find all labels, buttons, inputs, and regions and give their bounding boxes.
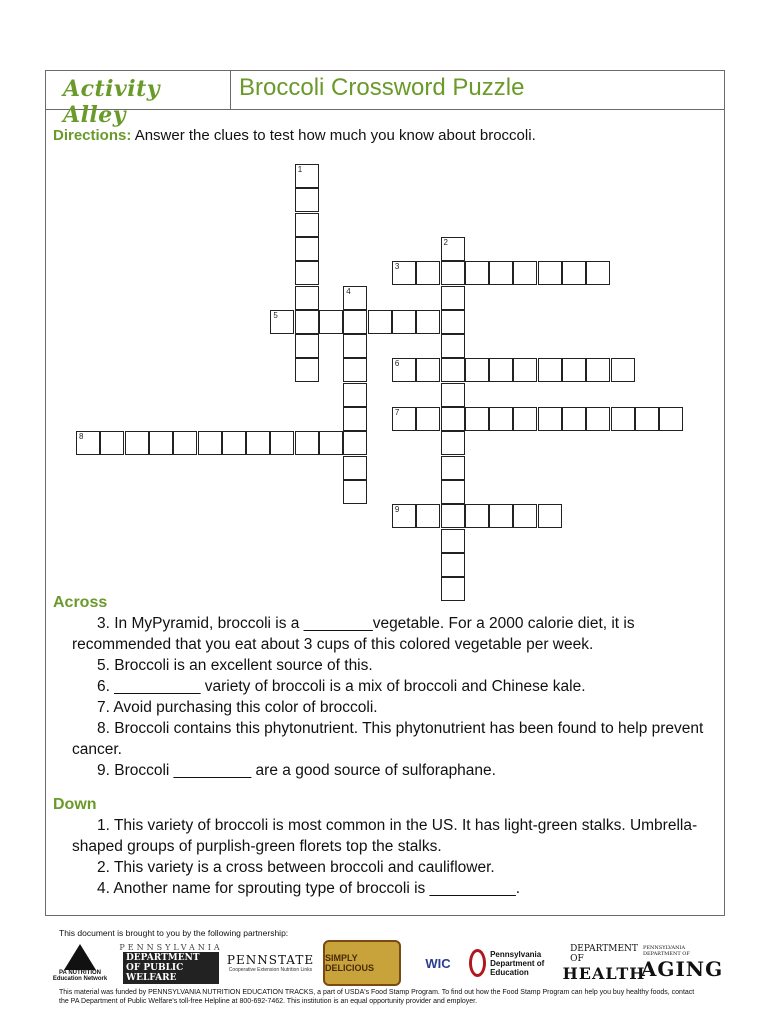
pennstate-logo-line1: PENNSTATE <box>226 953 315 967</box>
simply-delicious-logo <box>321 940 403 986</box>
crossword-cell[interactable] <box>295 188 319 212</box>
crossword-cell[interactable] <box>441 456 465 480</box>
crossword-cell[interactable] <box>392 504 416 528</box>
crossword-cell[interactable] <box>295 431 319 455</box>
crossword-cell[interactable] <box>416 407 440 431</box>
circle-icon <box>469 949 486 977</box>
crossword-cell[interactable] <box>149 431 173 455</box>
brand-logo: Activity Alley <box>63 76 161 128</box>
clue-number: 6 <box>394 359 400 369</box>
crossword-cell[interactable] <box>441 358 465 382</box>
crossword-cell[interactable] <box>343 407 367 431</box>
pa-education-logo <box>469 940 565 986</box>
crossword-cell[interactable] <box>611 407 635 431</box>
worksheet-frame <box>45 70 725 916</box>
crossword-cell[interactable] <box>538 407 562 431</box>
crossword-cell[interactable] <box>295 286 319 310</box>
crossword-cell[interactable] <box>76 431 100 455</box>
pennstate-logo <box>223 940 318 986</box>
crossword-cell[interactable] <box>343 334 367 358</box>
crossword-cell[interactable] <box>295 213 319 237</box>
crossword-cell[interactable] <box>586 261 610 285</box>
crossword-cell[interactable] <box>392 358 416 382</box>
wic-logo: WIC <box>425 955 451 971</box>
crossword-cell[interactable] <box>513 407 537 431</box>
crossword-cell[interactable] <box>441 431 465 455</box>
crossword-cell[interactable] <box>441 407 465 431</box>
dpw-logo <box>119 940 223 986</box>
header-brand-cell <box>45 70 231 128</box>
health-logo-line1: DEPARTMENT OF <box>570 943 638 964</box>
crossword-cell[interactable] <box>270 310 294 334</box>
crossword-cell[interactable] <box>343 286 367 310</box>
clue-across-6: 6. __________ variety of broccoli is a mix of broccoli and Chinese kale. <box>97 678 586 695</box>
clue-across-7: 7. Avoid purchasing this color of broccoli. <box>97 699 378 716</box>
crossword-cell[interactable] <box>416 261 440 285</box>
clue-number: 8 <box>79 432 84 442</box>
crossword-cell[interactable] <box>441 577 465 601</box>
crossword-cell[interactable] <box>343 358 367 382</box>
crossword-cell[interactable] <box>586 407 610 431</box>
crossword-cell[interactable] <box>465 261 489 285</box>
header-title-cell <box>231 70 725 110</box>
crossword-cell[interactable] <box>295 334 319 358</box>
crossword-cell[interactable] <box>270 431 294 455</box>
aging-logo-line1: PENNSYLVANIA DEPARTMENT OF <box>643 945 690 957</box>
crossword-cell[interactable] <box>513 358 537 382</box>
crossword-cell[interactable] <box>343 310 367 334</box>
pa-nutrition-logo <box>50 940 110 986</box>
crossword-cell[interactable] <box>343 480 367 504</box>
aging-logo <box>640 940 724 986</box>
crossword-cell[interactable] <box>562 358 586 382</box>
crossword-cell[interactable] <box>441 334 465 358</box>
crossword-cell[interactable] <box>100 431 124 455</box>
across-clues <box>72 613 732 781</box>
clue-across-9: 9. Broccoli _________ are a good source of sulforaphane. <box>97 762 496 779</box>
crossword-cell[interactable] <box>295 237 319 261</box>
clue-down-2: 2. This variety is a cross between broccoli and cauliflower. <box>97 859 495 876</box>
crossword-cell[interactable] <box>489 407 513 431</box>
crossword-cell[interactable] <box>441 286 465 310</box>
crossword-cell[interactable] <box>441 237 465 261</box>
clue-number: 1 <box>297 165 303 174</box>
crossword-cell[interactable] <box>125 431 149 455</box>
directions-label: Directions: <box>53 127 132 144</box>
crossword-cell[interactable] <box>343 431 367 455</box>
crossword-cell[interactable] <box>441 261 465 285</box>
directions <box>53 127 536 144</box>
crossword-cell[interactable] <box>173 431 197 455</box>
crossword-cell[interactable] <box>295 164 319 188</box>
pa-education-text: Pennsylvania Department of Education <box>490 949 545 977</box>
clue-number: 2 <box>443 237 448 247</box>
clue-down-1: 1. This variety of broccoli is most common in the US. It has light-green stalks. Umbrella-shaped groups of purplish-green florets top the stalks. <box>72 817 698 855</box>
crossword-cell[interactable] <box>416 310 440 334</box>
crossword-cell[interactable] <box>295 261 319 285</box>
crossword-cell[interactable] <box>246 431 270 455</box>
crossword-cell[interactable] <box>465 504 489 528</box>
directions-text: Answer the clues to test how much you know about broccoli. <box>131 127 536 144</box>
crossword-cell[interactable] <box>538 504 562 528</box>
clue-number: 7 <box>394 408 400 417</box>
clue-across-3: 3. In MyPyramid, broccoli is a ________vegetable. For a 2000 calorie diet, it is recommended that you eat about 3 cups of this colored vegetable per week. <box>72 615 635 653</box>
crossword-cell[interactable] <box>441 553 465 577</box>
crossword-cell[interactable] <box>441 529 465 553</box>
funding-note: This material was funded by PENNSYLVANIA NUTRITION EDUCATION TRACKS, a part of USDA's Food Stamp Program. To find out how the Food Stamp Program can help you buy healthy foods, contact the PA Department of Public Welfare's toll-free Helpline at 800-692-7462. This institution is an equal opportunity provider and employer. <box>59 989 695 1005</box>
crossword-cell[interactable] <box>198 431 222 455</box>
clue-number: 4 <box>346 286 351 296</box>
down-heading: Down <box>53 796 97 813</box>
crossword-cell[interactable] <box>562 407 586 431</box>
crossword-cell[interactable] <box>538 358 562 382</box>
crossword-cell[interactable] <box>319 310 343 334</box>
clue-across-8: 8. Broccoli contains this phytonutrient. This phytonutrient has been found to help prevent cancer. <box>72 720 704 758</box>
crossword-cell[interactable] <box>465 358 489 382</box>
crossword-cell[interactable] <box>562 261 586 285</box>
dpw-logo-line2: DEPARTMENT OF PUBLIC WELFARE <box>123 952 219 984</box>
crossword-cell[interactable] <box>343 456 367 480</box>
crossword-cell[interactable] <box>441 480 465 504</box>
crossword-cell[interactable] <box>416 358 440 382</box>
pennstate-logo-line2: Cooperative Extension Nutrition Links <box>228 967 313 973</box>
crossword-cell[interactable] <box>441 504 465 528</box>
clue-across-5: 5. Broccoli is an excellent source of this. <box>97 657 373 674</box>
crossword-cell[interactable] <box>489 358 513 382</box>
crossword-cell[interactable] <box>343 383 367 407</box>
crossword-cell[interactable] <box>295 358 319 382</box>
pa-nutrition-text: PA NUTRITION Education Network <box>52 970 108 982</box>
crossword-cell[interactable] <box>513 504 537 528</box>
crossword-cell[interactable] <box>611 358 635 382</box>
across-heading: Across <box>53 594 108 611</box>
crossword-cell[interactable] <box>489 504 513 528</box>
crossword-cell[interactable] <box>222 431 246 455</box>
down-clues <box>72 815 732 899</box>
health-logo-line2: HEALTH <box>562 963 646 983</box>
crossword-cell[interactable] <box>392 310 416 334</box>
clue-down-4: 4. Another name for sprouting type of broccoli is __________. <box>97 880 521 897</box>
clue-number: 5 <box>273 310 278 320</box>
page-title: Broccoli Crossword Puzzle <box>239 74 525 101</box>
crossword-cell[interactable] <box>489 261 513 285</box>
crossword-cell[interactable] <box>586 358 610 382</box>
crossword-cell[interactable] <box>465 407 489 431</box>
crossword-cell[interactable] <box>392 407 416 431</box>
crossword-cell[interactable] <box>635 407 659 431</box>
crossword-cell[interactable] <box>513 261 537 285</box>
crossword-cell[interactable] <box>441 383 465 407</box>
footer-intro: This document is brought to you by the following partnership: <box>59 928 289 938</box>
clue-number: 9 <box>394 505 400 515</box>
partner-logos <box>45 940 725 990</box>
crossword-cell[interactable] <box>295 310 319 334</box>
health-logo <box>562 940 646 986</box>
simply-delicious-badge: SIMPLY DELICIOUS <box>323 940 401 986</box>
crossword-cell[interactable] <box>416 504 440 528</box>
crossword-cell[interactable] <box>538 261 562 285</box>
aging-logo-line2: AGING <box>640 957 724 981</box>
crossword-cell[interactable] <box>392 261 416 285</box>
dpw-logo-line1: PENNSYLVANIA <box>119 942 223 952</box>
crossword-cell[interactable] <box>319 431 343 455</box>
triangle-icon <box>64 944 96 970</box>
crossword-cell[interactable] <box>441 310 465 334</box>
crossword-cell[interactable] <box>659 407 683 431</box>
clue-number: 3 <box>394 262 400 272</box>
crossword-cell[interactable] <box>368 310 392 334</box>
